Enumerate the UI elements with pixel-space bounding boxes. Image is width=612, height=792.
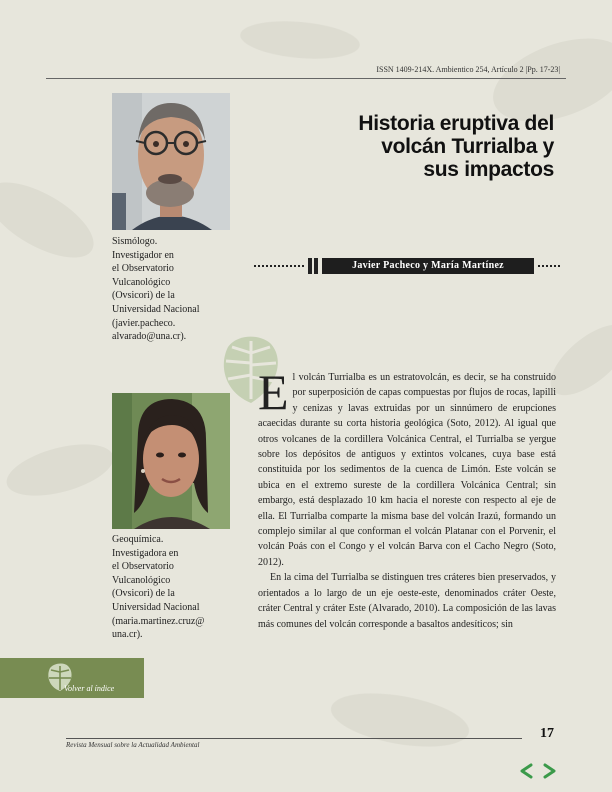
bio-line: Geoquímica. [112,534,164,545]
paragraph-1 [258,364,556,570]
author-photo-pacheco [112,93,230,230]
paragraph-2: En la cima del Turrialba se distinguen tres cráteres bien preservados, y orientados a lo largo de un eje oeste-este, denominados cráter Oeste, cráter Central y cráter Este (Alvarado, 2010). La composición de las lavas más comunes del volcán corresponde a basaltos andesíticos; sin [258,572,556,630]
author-photo-martinez [112,393,230,529]
bio-line: Investigador en [112,249,174,261]
bio-line: (Ovsicori) de la [112,588,175,600]
chevron-left-icon[interactable] [518,762,536,780]
title-line: Historia eruptiva del [358,112,554,135]
article-body [258,364,556,632]
page-number: 17 [540,726,554,741]
drop-cap: E [258,364,289,420]
issn-reference: ISSN 1409-214X. Ambientico 254, Artículo 2 |Pp. 17-23| [376,65,560,74]
bio-line: (maria.martinez.cruz@ [112,615,205,627]
paragraph-1-text: l volcán Turrialba es un estratovolcán, es decir, se ha construido por superposición de capas compuestas por flujos de rocas, lapilli y cenizas y lavas extruidas por un sinnúmero de erupciones acaecidas durante su corta historia geológica (Soto, 2012). Al igual que otros volcanes de la cordillera Volcánica Central, el Turrialba se yergue sobre los depósitos de antiguos y extintos volcanes, cuya base está constituida por los sedimentos de la cuenca de Limón. Este volcán se ubica en el extremo sureste de la cordillera Volcánica Central; sin embargo, está desplazado 10 km hacia el noreste con respecto al eje de ella. El Turrialba comparte la misma base del volcán Irazú, formando un complejo similar al que conforman el volcán Platanar con el Porvenir, el volcán Poás con el Congo y el volcán Barva con el Cacho Negro (Soto, 2012). [258,372,556,568]
bio-line: (Ovsicori) de la [112,290,175,302]
bio-line: Universidad Nacional [112,303,200,315]
bio-line: el Observatorio [112,263,174,275]
chevron-right-icon[interactable] [540,762,558,780]
byline-bar [314,258,318,274]
author-bio-pacheco [112,235,240,344]
author-bio-martinez [112,533,240,642]
magazine-name: Revista Mensual sobre la Actualidad Ambiental [66,741,200,749]
bio-line: Sismólogo. [112,236,158,247]
bio-line: Vulcanológico [112,276,171,288]
bio-line: Investigadora en [112,547,179,559]
bio-line: Universidad Nacional [112,601,200,613]
bio-line: Vulcanológico [112,574,171,586]
title-line: sus impactos [423,158,554,181]
byline-dots-left [254,265,304,267]
portrait-woman-icon [112,393,230,529]
bio-line: una.cr). [112,629,143,641]
bio-line: el Observatorio [112,561,174,573]
portrait-man-glasses-icon [112,93,230,230]
volver-indice-label[interactable]: Volver al índice [64,684,115,693]
header-rule [46,78,566,79]
byline-bar [308,258,312,274]
article-title [358,112,554,181]
bio-line: alvarado@una.cr). [112,331,187,343]
byline-authors: Javier Pacheco y María Martínez [322,258,534,274]
bio-line: (javier.pacheco. [112,317,176,329]
title-line: volcán Turrialba y [381,135,554,158]
footer-rule [66,738,522,739]
byline-dots-right [538,265,560,267]
